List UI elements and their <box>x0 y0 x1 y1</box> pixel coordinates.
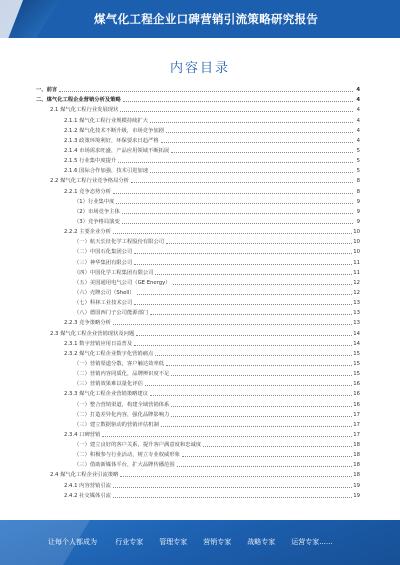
toc-entry-page: 15 <box>353 350 360 357</box>
toc-entry-label: （三）借助新媒体平台，扩大品牌传播范围 <box>74 462 175 469</box>
toc-dot-leader <box>123 100 353 102</box>
toc-dot-leader <box>120 110 353 112</box>
toc-entry-label: 2.1.5 行业集中度提升 <box>64 158 117 165</box>
toc-entry[interactable] <box>30 317 360 327</box>
toc-entry-page: 15 <box>353 371 360 378</box>
toc-dot-leader <box>166 131 353 133</box>
toc-dot-leader <box>203 445 352 447</box>
toc-entry[interactable] <box>30 459 360 469</box>
toc-heading: 内容目录 <box>169 61 230 76</box>
toc-entry-page: 15 <box>353 360 360 367</box>
toc-dot-leader <box>137 293 353 295</box>
toc-entry[interactable] <box>30 226 360 236</box>
report-footer <box>0 520 400 565</box>
toc-entry-label: 2.3.4 口碑营销 <box>64 431 101 438</box>
toc-entry[interactable] <box>30 398 360 408</box>
footer-tag: 运营专家...... <box>291 538 333 546</box>
toc-dot-leader <box>166 242 352 244</box>
toc-entry[interactable] <box>30 125 360 135</box>
toc-entry-label: （五）美国通用电气公司（GE Energy） <box>74 279 171 286</box>
toc-entry-label: （八）德国西门子公司能源部门 <box>74 310 149 317</box>
toc-entry-label: （三）营销效果难以量化评估 <box>74 381 143 388</box>
toc-entry-label: （三）建立数据驱动的营销评估机制 <box>74 421 159 428</box>
toc-entry-label: 2.2.3 竞争策略分析 <box>64 320 111 327</box>
toc-entry[interactable] <box>30 206 360 216</box>
footer-tag: 营销专家 <box>203 538 232 546</box>
toc-dot-leader <box>166 364 352 366</box>
toc-dot-leader <box>116 202 353 204</box>
toc-entry-label: 2.1.6 国际合作加强，技术引进加速 <box>64 168 149 175</box>
toc-entry-label: （二）中国石化集团公司 <box>74 249 133 256</box>
toc-entry[interactable] <box>30 277 360 287</box>
toc-entry[interactable] <box>30 287 360 297</box>
toc-dot-leader <box>122 222 353 224</box>
toc-entry-label: 2.1.4 市场需求旺盛，产品应用领域不断拓展 <box>64 147 170 154</box>
toc-entry[interactable] <box>30 216 360 226</box>
table-of-contents <box>30 84 360 500</box>
footer-slogan: 让每个人都成为 <box>48 538 97 546</box>
toc-entry[interactable] <box>30 145 360 155</box>
toc-entry[interactable] <box>30 490 360 500</box>
toc-entry-label: 2.4 煤气化工程企业引流策略 <box>50 472 119 479</box>
toc-entry-label: 2.1.2 煤气化技术不断升级，市场竞争加剧 <box>64 127 164 134</box>
toc-entry[interactable] <box>30 307 360 317</box>
toc-entry-label: 2.3.2 煤气化工程企业数字化营销痛点 <box>64 350 154 357</box>
toc-entry[interactable] <box>30 94 360 104</box>
toc-dot-leader <box>171 415 352 417</box>
toc-entry-label: 一、前言 <box>36 87 58 94</box>
toc-entry-page: 9 <box>356 198 360 205</box>
toc-entry-label: 2.3.3 煤气化工程企业营销策略建议 <box>64 391 149 398</box>
toc-entry[interactable] <box>30 196 360 206</box>
toc-entry[interactable] <box>30 114 360 124</box>
toc-dot-leader <box>150 121 353 123</box>
toc-entry-label: 2.4.1 内容营销引流 <box>64 482 111 489</box>
toc-entry-page: 16 <box>353 381 360 388</box>
toc-dot-leader <box>102 435 352 437</box>
toc-entry-page: 16 <box>353 391 360 398</box>
toc-dot-leader <box>134 252 352 254</box>
toc-dot-leader <box>171 405 352 407</box>
toc-entry-page: 13 <box>353 300 360 307</box>
toc-entry[interactable] <box>30 378 360 388</box>
toc-entry-label: （一）航天长征化学工程股份有限公司 <box>74 239 165 246</box>
toc-entry[interactable] <box>30 419 360 429</box>
toc-dot-leader <box>113 192 353 194</box>
toc-entry[interactable] <box>30 338 360 348</box>
toc-entry-page: 4 <box>356 117 360 124</box>
toc-dot-leader <box>113 232 352 234</box>
toc-dot-leader <box>59 90 353 92</box>
footer-tag: 管理专家 <box>159 538 188 546</box>
toc-dot-leader <box>161 141 353 143</box>
toc-entry[interactable] <box>30 256 360 266</box>
toc-entry[interactable] <box>30 469 360 479</box>
toc-entry-page: 18 <box>353 472 360 479</box>
toc-entry-page: 16 <box>353 401 360 408</box>
toc-entry[interactable] <box>30 104 360 114</box>
toc-dot-leader <box>150 171 353 173</box>
toc-entry[interactable] <box>30 267 360 277</box>
toc-entry-page: 13 <box>353 320 360 327</box>
toc-entry-page: 17 <box>353 431 360 438</box>
toc-entry-page: 18 <box>353 442 360 449</box>
toc-entry-page: 8 <box>356 188 360 195</box>
toc-entry-label: 2.3 煤气化工程企业营销现状及问题 <box>50 330 135 337</box>
toc-entry-page: 5 <box>356 158 360 165</box>
toc-entry[interactable] <box>30 236 360 246</box>
toc-dot-leader <box>155 273 352 275</box>
toc-entry-page: 4 <box>356 127 360 134</box>
footer-tag: 战略专家 <box>247 538 276 546</box>
toc-entry-label: 2.1.3 政策环境利好，环保要求日趋严格 <box>64 137 159 144</box>
toc-entry-label: （2）市场竞争主体 <box>74 208 120 215</box>
toc-entry[interactable] <box>30 368 360 378</box>
toc-entry-label: （七）科林工业技术公司 <box>74 300 133 307</box>
toc-entry-page: 11 <box>353 259 360 266</box>
toc-entry[interactable] <box>30 175 360 185</box>
toc-entry[interactable] <box>30 246 360 256</box>
toc-entry[interactable] <box>30 439 360 449</box>
toc-dot-leader <box>113 323 352 325</box>
toc-dot-leader <box>122 212 353 214</box>
toc-entry[interactable] <box>30 84 360 94</box>
toc-entry-page: 5 <box>356 147 360 154</box>
toc-entry-page: 8 <box>356 178 360 185</box>
toc-entry-label: 2.4.2 社交媒体引流 <box>64 492 111 499</box>
toc-entry-page: 10 <box>353 239 360 246</box>
toc-dot-leader <box>177 465 353 467</box>
toc-entry-page: 10 <box>353 249 360 256</box>
toc-entry-label: （一）建立良好的客户关系，提升客户满意度和忠诚度 <box>74 442 202 449</box>
toc-entry[interactable] <box>30 135 360 145</box>
toc-entry-page: 17 <box>353 421 360 428</box>
toc-dot-leader <box>134 303 352 305</box>
toc-dot-leader <box>145 384 352 386</box>
toc-entry[interactable] <box>30 429 360 439</box>
toc-dot-leader <box>171 151 353 153</box>
toc-entry-label: 二、煤气化工程企业营销分析及策略 <box>36 97 121 104</box>
toc-entry-page: 14 <box>353 340 360 347</box>
toc-entry-page: 12 <box>353 279 360 286</box>
toc-entry-page: 14 <box>353 330 360 337</box>
toc-entry-page: 19 <box>353 482 360 489</box>
toc-dot-leader <box>113 496 352 498</box>
toc-entry[interactable] <box>30 165 360 175</box>
toc-entry-label: （1）行业集中度 <box>74 198 115 205</box>
toc-entry-label: 2.2.1 竞争态势分析 <box>64 188 111 195</box>
toc-entry[interactable] <box>30 155 360 165</box>
toc-dot-leader <box>134 263 352 265</box>
toc-entry-label: （一）营销渠道分散，客户触达效率低 <box>74 360 165 367</box>
toc-entry[interactable] <box>30 348 360 358</box>
toc-dot-leader <box>134 344 352 346</box>
toc-dot-leader <box>136 334 352 336</box>
toc-entry[interactable] <box>30 297 360 307</box>
toc-entry-page: 19 <box>353 492 360 499</box>
toc-entry-label: 2.1 煤气化工程行业发展现状 <box>50 107 119 114</box>
toc-entry-label: （三）神华集团有限公司 <box>74 259 133 266</box>
toc-dot-leader <box>155 354 352 356</box>
toc-entry[interactable] <box>30 479 360 489</box>
footer-slogan-line <box>48 537 333 547</box>
toc-entry-page: 9 <box>356 208 360 215</box>
toc-entry-page: 4 <box>356 87 360 94</box>
toc-entry-page: 18 <box>353 452 360 459</box>
toc-entry-page: 9 <box>356 218 360 225</box>
toc-dot-leader <box>120 475 352 477</box>
toc-entry[interactable] <box>30 409 360 419</box>
toc-entry-page: 4 <box>356 97 360 104</box>
toc-dot-leader <box>161 425 352 427</box>
toc-entry-label: （一）整合营销渠道，构建全域营销体系 <box>74 401 170 408</box>
toc-entry-label: （二）积极参与行业活动，树立专业权威形象 <box>74 452 180 459</box>
toc-entry[interactable] <box>30 327 360 337</box>
toc-entry[interactable] <box>30 449 360 459</box>
toc-entry-label: （二）打造差异化内容，强化品牌影响力 <box>74 411 170 418</box>
toc-entry-label: 2.3.1 数字营销应用日益普及 <box>64 340 133 347</box>
toc-entry-label: （二）营销内容同质化，品牌辨识度不足 <box>74 371 170 378</box>
report-title: 煤气化工程企业口碑营销引流策略研究报告 <box>94 12 319 26</box>
toc-dot-leader <box>150 394 352 396</box>
toc-entry-label: 2.2.2 主要企业分析 <box>64 229 111 236</box>
report-header <box>0 0 400 38</box>
toc-entry-page: 11 <box>353 269 360 276</box>
toc-entry-page: 17 <box>353 411 360 418</box>
toc-entry-label: （六）壳牌公司（Shell） <box>74 289 135 296</box>
toc-entry[interactable] <box>30 185 360 195</box>
toc-entry-label: 2.1.1 煤气化工程行业规模持续扩大 <box>64 117 149 124</box>
toc-entry-page: 4 <box>356 107 360 114</box>
toc-dot-leader <box>150 313 352 315</box>
toc-entry-label: （四）中国化学工程集团有限公司 <box>74 269 154 276</box>
toc-dot-leader <box>118 161 353 163</box>
toc-dot-leader <box>173 283 353 285</box>
toc-dot-leader <box>182 455 352 457</box>
toc-entry-page: 18 <box>353 462 360 469</box>
toc-dot-leader <box>131 181 353 183</box>
toc-entry[interactable] <box>30 358 360 368</box>
footer-tag: 行业专家 <box>115 538 144 546</box>
toc-dot-leader <box>171 374 352 376</box>
toc-entry-page: 5 <box>356 168 360 175</box>
toc-entry-page: 13 <box>353 310 360 317</box>
toc-entry-page: 12 <box>353 289 360 296</box>
toc-entry-label: 2.2 煤气化工程行业竞争格局分析 <box>50 178 129 185</box>
toc-dot-leader <box>113 486 352 488</box>
toc-entry-page: 10 <box>353 229 360 236</box>
toc-entry-label: （3）竞争格局演变 <box>74 218 120 225</box>
toc-entry-page: 4 <box>356 137 360 144</box>
toc-entry[interactable] <box>30 388 360 398</box>
